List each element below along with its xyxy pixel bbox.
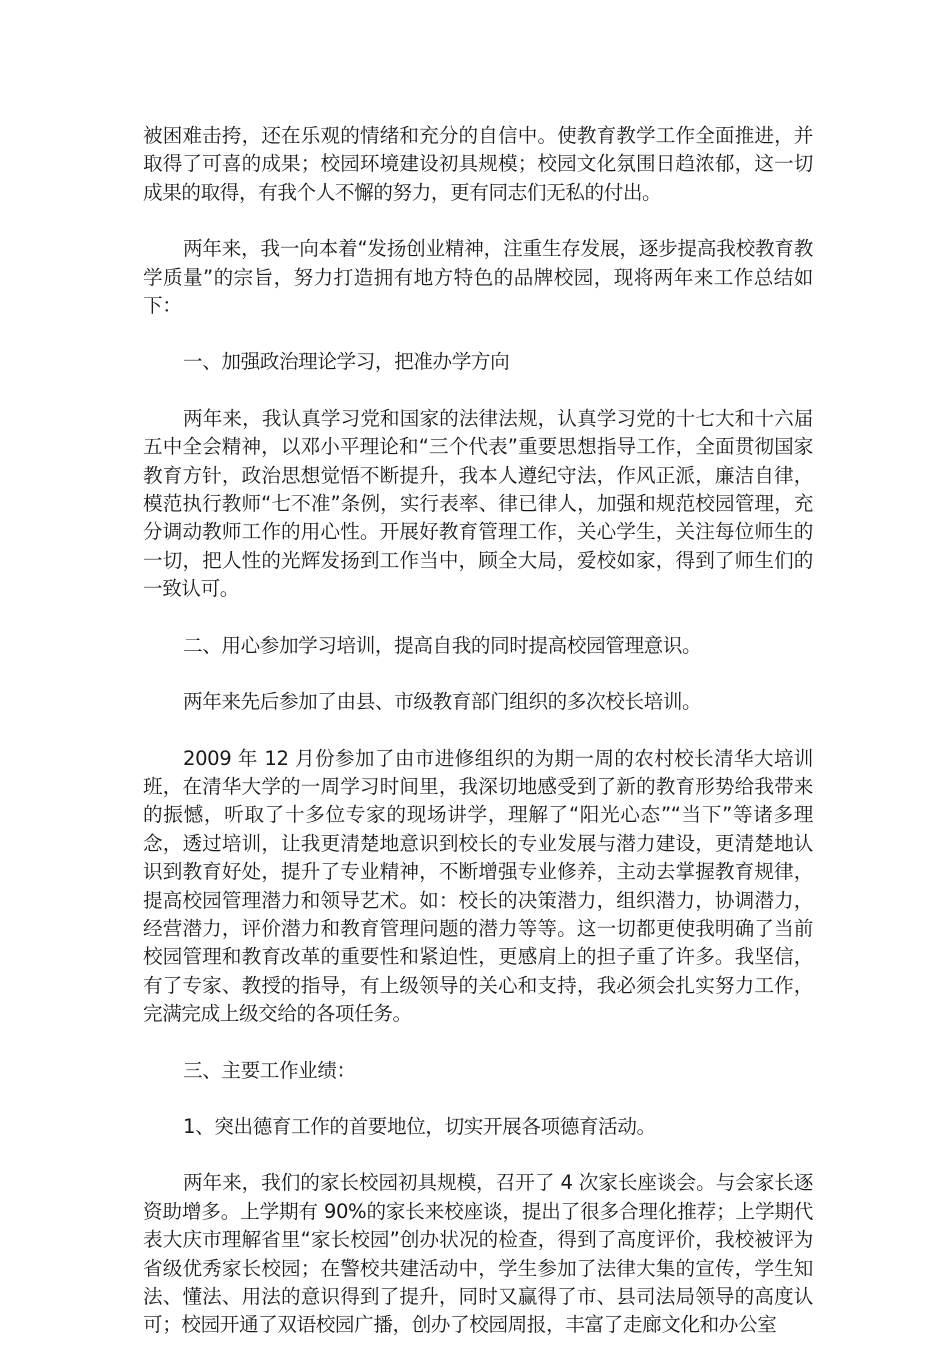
document-body — [143, 122, 813, 1368]
paragraph-training-summary: 两年来先后参加了由县、市级教育部门组织的多次校长培训。 — [183, 690, 702, 714]
section-heading-1: 一、加强政治理论学习，把准办学方向 — [183, 350, 510, 374]
paragraph-tsinghua-training: 2009 年 12 月份参加了由市进修组织的为期一周的农村校长清华大培训班，在清华大学的一周学习时间里，我深切地感受到了新的教育形势给我带来的振憾，听取了十多位专家的现场讲学，理解了“阳光心态”“当下”等诸多理念，透过培训，让我更清楚地意识到校长的专业发展与潜力建设，更清楚地认识到教育好处，提升了专业精神，不断增强专业修养，主动去掌握教育规律，提高校园管理潜力和领导艺术。如：校长的决策潜力，组织潜力，协调潜力，经营潜力，评价潜力和教育管理问题的潜力等等。这一切都更使我明确了当前校园管理和教育改革的重要性和紧迫性，更感肩上的担子重了许多。我坚信，有了专家、教授的指导，有上级领导的关心和支持，我必须会扎实努力工作，完满完成上级交给的各项任务。 — [143, 746, 813, 1026]
paragraph-political-study: 两年来，我认真学习党和国家的法律法规，认真学习党的十七大和十六届五中全会精神，以邓小平理论和“三个代表”重要思想指导工作，全面贯彻国家教育方针，政治思想觉悟不断提升，我本人遵纪守法，作风正派，廉洁自律，模范执行教师“七不准”条例，实行表率、律已律人，加强和规范校园管理，充分调动教师工作的用心性。开展好教育管理工作，关心学生，关注每位师生的一切，把人性的光辉发扬到工作当中，顾全大局，爱校如家，得到了师生们的一致认可。 — [143, 406, 813, 601]
paragraph-purpose: 两年来，我一向本着“发扬创业精神，注重生存发展，逐步提高我校教育教学质量”的宗旨，努力打造拥有地方特色的品牌校园，现将两年来工作总结如下： — [143, 237, 813, 318]
paragraph-intro-continued: 被困难击挎，还在乐观的情绪和充分的自信中。使教育教学工作全面推进，并取得了可喜的成果；校园环境建设初具规模；校园文化氛围日趋浓郁，这一切成果的取得，有我个人不懈的努力，更有同志们无私的付出。 — [143, 124, 813, 204]
subsection-heading-1: 1、突出德育工作的首要地位，切实开展各项德育活动。 — [183, 1114, 656, 1138]
paragraph-parent-school: 两年来，我们的家长校园初具规模，召开了 4 次家长座谈会。与会家长逐资助增多。上学期有 90%的家长来校座谈，提出了很多合理化推荐；上学期代表大庆市理解省里“家长校园”创办状况的检查，得到了高度评价，我校被评为省级优秀家长校园；在警校共建活动中，学生参加了法律大集的宣传，学生知法、懂法、用法的意识得到了提升，同时又赢得了市、县司法局领导的高度认可；校园开通了双语校园广播，创办了校园周报，丰富了走廊文化和办公室 — [143, 1171, 813, 1337]
section-heading-2: 二、用心参加学习培训，提高自我的同时提高校园管理意识。 — [183, 633, 702, 657]
section-heading-3: 三、主要工作业绩： — [183, 1058, 356, 1082]
